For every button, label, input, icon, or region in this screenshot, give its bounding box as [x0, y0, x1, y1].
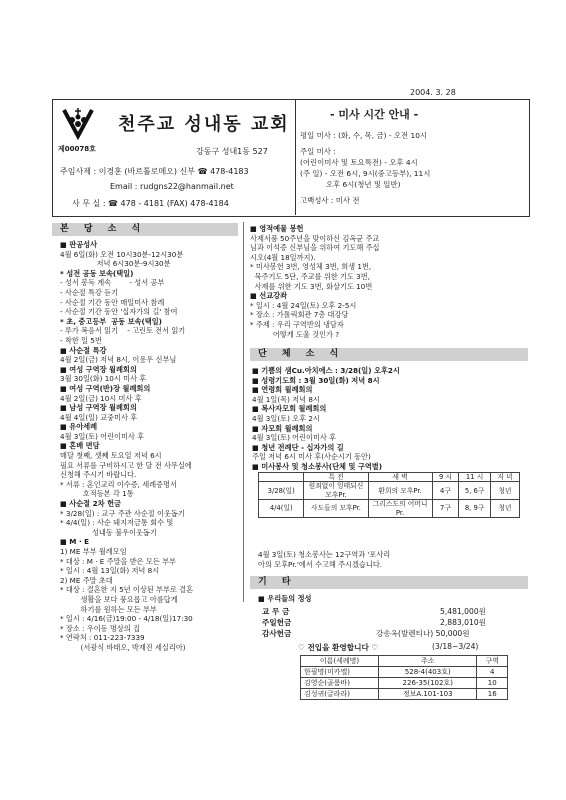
welcome-header: 이름(세례명): [301, 656, 379, 667]
fund-value: 2,883,010원: [440, 618, 486, 627]
mass-line: (주 일) - 오전 6시, 9시(중고등부), 11시: [300, 169, 431, 178]
news-heading: ■ M · E: [60, 537, 90, 547]
service-table: [258, 472, 520, 518]
mass-line: 평일 미사 : (화, 수, 목, 금) - 오전 10시: [300, 131, 428, 140]
news-line: 4월 3일(토) 어린이미사 후: [60, 431, 145, 441]
church-logo: [58, 106, 98, 142]
news-line: 묵주기도 5단, 주교를 위한 기도 3번,: [250, 271, 370, 281]
priest-info: 주임사제 : 이경훈 (바르톨로메오) 신부 ☎ 478-4183: [60, 167, 249, 176]
svc-cell: 8, 9구: [459, 500, 490, 518]
column-divider: [243, 222, 244, 602]
news-line: 매달 첫째, 셋째 토요일 저녁 6시: [60, 451, 162, 461]
svc-cell: 5, 6구: [459, 482, 490, 500]
news-line: 1) ME 부부 월례모임: [60, 547, 127, 556]
welcome-cell: 528-4(403호): [379, 667, 477, 678]
fund-label: 교 무 금: [262, 607, 290, 616]
svc-cell: 4구: [432, 482, 459, 500]
church-title: 천주교 성내동 교회: [118, 114, 290, 135]
news-line: * 연락처 : 011-223-7339: [60, 633, 145, 643]
email-address: Email : rudgns22@hanmail.net: [110, 182, 234, 191]
fund-label: 주일헌금: [262, 618, 292, 627]
news-line: - 루가 복음서 읽기 - 고린토 전서 읽기: [60, 326, 186, 336]
news-line: 4월 2일(금) 저녁 8시, 이용우 신부님: [60, 355, 177, 365]
news-line: - 사순절 특강 듣기: [60, 287, 119, 297]
svc-header: 새 벽: [368, 473, 432, 482]
mass-line: 주일 미사 :: [300, 147, 336, 156]
svc-cell: 7구: [432, 500, 459, 518]
etc-title: 기 타: [250, 576, 528, 589]
news-line: * 주제 : 우리 구역반의 냉담자: [250, 319, 344, 329]
news-line: * 일시 : 4월 24일(토) 오후 2-5시: [250, 300, 357, 310]
svc-cell: 청년: [490, 500, 519, 518]
cleaning-note: 4월 3일(토) 청소봉사는 12구역과 '포사리: [258, 550, 391, 559]
news-line: * 서류 : 혼인교리 이수증, 세례증명서: [60, 479, 177, 489]
news-line: (서광식 바태오, 박재진 세실리아): [60, 642, 186, 652]
news-heading: * 성전 공동 보속(택일): [60, 268, 134, 278]
fund-label: 감사헌금: [262, 629, 292, 638]
news-line: 님과 이석증 신부님을 위하여 기도해 주십: [250, 243, 380, 253]
news-heading: ■ 여성 구역(반)장 월례회의: [60, 383, 151, 393]
news-line: * 3/28(일) : 교구 주관 사순절 이웃돕기: [60, 508, 185, 518]
news-line: * 4/4(일) : 사순 돼지저금통 회수 및: [60, 518, 174, 528]
news-heading: ■ 사순절 2차 헌금: [60, 499, 121, 509]
welcome-cell: 10: [477, 678, 508, 689]
news-line: 사제서품 50주년을 맞이하신 김옥균 주교: [250, 233, 380, 243]
svc-header: 저 녁: [490, 473, 519, 482]
news-heading: ■ 남성 구역장 월례회의: [60, 403, 137, 413]
news-heading: ■ 유아세례: [60, 422, 98, 432]
news-line: 하기를 원하는 모든 부부: [60, 604, 157, 614]
news-line: 3월 30일(화) 10시 미사 후: [60, 374, 147, 384]
news-line: 주일 저녁 6시 미사 후(사순시기 동안): [252, 452, 371, 462]
news-line: 시오(4월 18일까지).: [250, 252, 316, 262]
news-line: 2) ME 주말 초대: [60, 575, 113, 585]
office-phone: 사 무 실 : ☎ 478 - 4181 (FAX) 478-4184: [72, 199, 229, 208]
news-line: 생활을 보다 풍요롭고 아름답게: [60, 594, 178, 604]
svc-header: 특 전: [304, 473, 368, 482]
news-line: 4월 3일(토) 어린이미사 후: [252, 433, 337, 443]
news-line: - 사순절 기간 동안 매일미사 참례: [60, 297, 165, 307]
news-heading: ■ 판공성사: [60, 240, 98, 249]
news-line: 신청해 주시기 바랍니다.: [60, 470, 137, 480]
right-news-list: [250, 224, 520, 339]
svc-cell: 원죄없이 잉태되신 모후Pr.: [304, 482, 368, 500]
svc-header: 9 시: [432, 473, 459, 482]
welcome-cell: 김성귀(글라라): [301, 689, 379, 700]
welcome-cell: 한필명(미카엘): [301, 667, 379, 678]
svc-cell: 그리스도의 어머니Pr.: [368, 500, 432, 518]
news-line: 4월 1일(목) 저녁 8시: [252, 394, 320, 404]
welcome-table: [300, 655, 508, 700]
welcome-cell: 김영순(골룸바): [301, 678, 379, 689]
news-heading: ■ 기쁨의 샘Cu.아치에스 : 3/28(일) 오후2시: [252, 366, 400, 375]
welcome-cell: 16: [477, 689, 508, 700]
group-news-list: [252, 366, 522, 472]
news-heading: ■ 성령기도회 : 3월 30일(화) 저녁 8시: [252, 375, 380, 385]
welcome-cell: 4: [477, 667, 508, 678]
svc-cell: 3/28(일): [259, 482, 304, 500]
news-line: 4월 2일(금) 10시 미사 후: [60, 393, 142, 403]
news-heading: ■ 자모회 월례회의: [252, 423, 313, 433]
bulletin-date: 2004. 3. 28: [410, 88, 456, 97]
welcome-header: 주소: [379, 656, 477, 667]
svc-header: 11 시: [459, 473, 490, 482]
news-line: * 대상 : 결혼한 지 5년 이상된 부부로 결혼: [60, 585, 194, 595]
news-line: 사제를 위한 기도 3번, 화살기도 10번: [250, 281, 373, 291]
news-line: * 대상 : M · E 주말을 받은 모든 부부: [60, 556, 176, 566]
mass-times-title: - 미사 시간 안내 -: [330, 108, 419, 121]
fund-title: ■ 우리들의 정성: [258, 594, 312, 603]
news-heading: ■ 선교강좌: [250, 291, 288, 301]
news-heading: ■ 혼배 면담: [60, 441, 100, 451]
svc-cell: 환희의 모후Pr.: [368, 482, 432, 500]
church-address: 강동구 성내1동 527: [196, 147, 268, 156]
news-heading: ■ 복사자모회 월례회의: [252, 404, 327, 414]
news-line: 호적등본 각 1통: [60, 489, 134, 499]
news-line: 필요 서류를 구비하시고 한 달 전 사무실에: [60, 460, 192, 470]
parish-news-list: [60, 240, 240, 653]
registration-number: 제00078호: [58, 145, 96, 153]
news-line: 저녁 6시30분-9시30분: [60, 259, 171, 269]
fund-value: 강송옥(발렌티나) 50,000원: [376, 629, 470, 638]
news-line: * 장소 : 가톨릭회관 7층 대강당: [250, 310, 349, 320]
mass-line: 고백성사 : 미사 전: [300, 196, 360, 205]
news-line: - 착한 일 5번: [60, 335, 102, 345]
welcome-header: 구역: [477, 656, 508, 667]
cleaning-note: 아의 모후Pr.'에서 수고해 주시겠습니다.: [258, 560, 383, 569]
news-heading: ■ 연령회 월례회의: [252, 385, 313, 395]
welcome-cell: 정보A.101-103: [379, 689, 477, 700]
header-divider: [295, 99, 296, 215]
news-line: * 일시 : 4월 13일(화) 저녁 8시: [60, 566, 160, 576]
news-line: * 장소 : 우이동 명상의 집: [60, 623, 140, 633]
news-line: 성내동 불우이웃돕기: [60, 527, 157, 537]
group-news-title: 단 체 소 식: [250, 348, 528, 361]
fund-value: 5,481,000원: [440, 607, 486, 616]
news-heading: ■ 사순절 특강: [60, 345, 107, 355]
news-line: * 미사봉헌 3번, 영성체 3번, 희생 1번,: [250, 262, 372, 272]
welcome-period: (3/18~3/24): [432, 642, 479, 651]
svc-cell: 4/4(일): [259, 500, 304, 518]
welcome-title: ♡ 전입을 환영합니다 ♡: [298, 643, 379, 652]
news-line: - 사순절 기간 동안 '십자가의 길' 참여: [60, 307, 178, 317]
welcome-cell: 226-35(102호): [379, 678, 477, 689]
mass-line: 오후 6시(청년 및 일반): [300, 180, 401, 189]
parish-news-title: 본 당 소 식: [52, 223, 238, 236]
news-heading: ■ 청년 전례단 - 십자가의 길: [252, 442, 344, 452]
news-heading: ■ 미사봉사 및 청소봉사(단체 및 구역별): [252, 461, 383, 471]
news-line: * 일시 : 4/16(금)19:00 - 4/18(일)17:30: [60, 614, 193, 624]
news-line: 4월 4일(일) 교중미사 후: [60, 412, 138, 422]
svc-cell: 사도들의 모후Pr.: [304, 500, 368, 518]
svc-cell: 청년: [490, 482, 519, 500]
mass-line: (어린이미사 및 토요특전) - 오후 4시: [300, 158, 418, 167]
news-heading: ■ 영적예물 봉헌: [250, 224, 304, 233]
news-heading: * 초, 중고등부 공동 보속(택일): [60, 316, 162, 326]
news-heading: ■ 여성 구역장 월례회의: [60, 364, 137, 374]
news-line: 어떻게 도울 것인가 ?: [250, 329, 340, 339]
news-line: 4월 3일(토) 오후 2시: [252, 413, 320, 423]
news-line: - 성서 봉독 계속 - 성서 공부: [60, 278, 165, 288]
news-line: 4월 6일(화) 오전 10시30분-12시30분: [60, 249, 184, 259]
